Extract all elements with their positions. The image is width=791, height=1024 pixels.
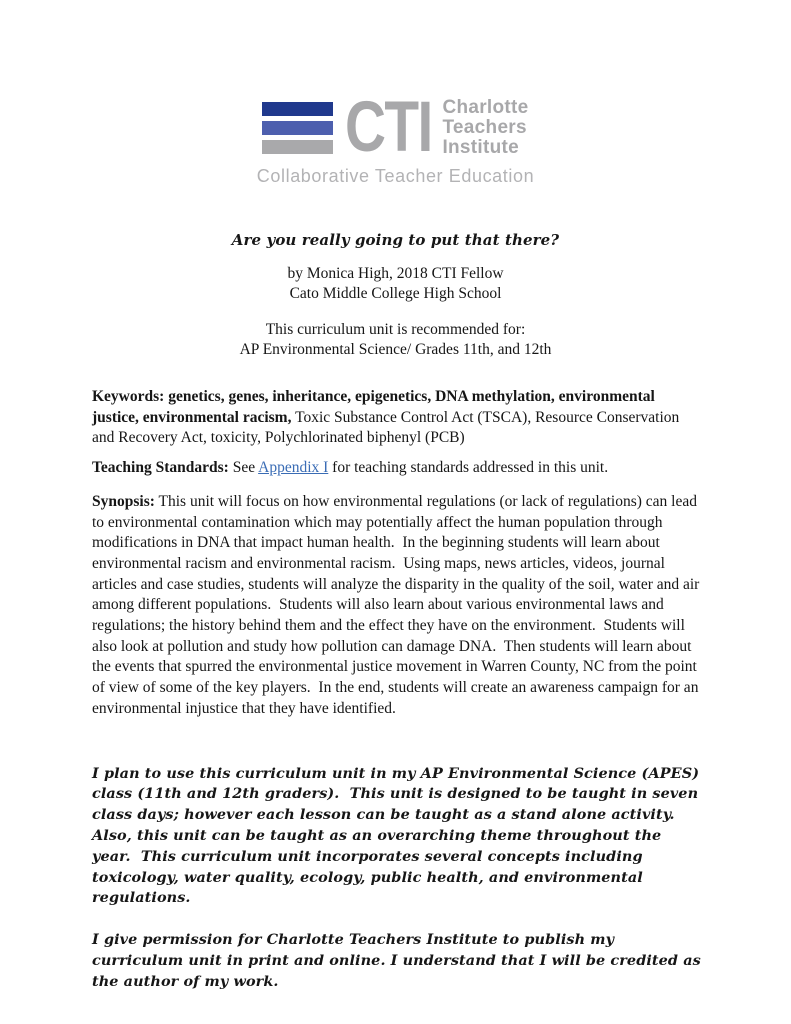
- recommended-block: [0, 320, 791, 360]
- author-byline: by Monica High, 2018 CTI Fellow: [287, 265, 504, 282]
- keywords-label: Keywords:: [92, 388, 165, 405]
- recommended-intro: This curriculum unit is recommended for:: [265, 321, 526, 338]
- byline-block: [0, 264, 791, 304]
- unit-title: Are you really going to put that there?: [231, 231, 560, 249]
- author-plan-paragraph: [92, 764, 705, 910]
- teaching-standards-text-after: for teaching standards addressed in this unit.: [332, 459, 609, 477]
- keywords-bold-terms: genetics, genes, inheritance, epigenetics, DNA methylation, environmental justice, environmental racism,: [92, 388, 659, 426]
- logo-name-line1: Charlotte: [442, 97, 529, 118]
- synopsis-text: This unit will focus on how environmental regulations (or lack of regulations) can lead to environmental contamination which may potentially affect the human population through modifications in DNA that impact human health. In the beginning students will learn about environmental racism and environmental racism. Using maps, news articles, videos, journal articles and case studies, students will analyze the disparity in the quality of the soil, water and air among different populations. Students will also learn about various environmental laws and regulations; the history behind them and the effect they have on the environment. Students will also look at pollution and study how pollution can damage DNA. Then students will learn about the events that spurred the environmental justice movement in Warren County, NC from the point of view of some of the key players. In the end, students will create an awareness campaign for an environmental injustice that they have identified.: [92, 492, 704, 717]
- logo-name-line3: Institute: [442, 137, 520, 158]
- keywords-paragraph: [92, 387, 702, 449]
- logo-institute-name: [442, 98, 528, 158]
- appendix-link[interactable]: Appendix I: [258, 459, 329, 477]
- synopsis-paragraph: [92, 492, 702, 720]
- recommended-for: AP Environmental Science/ Grades 11th, and 12th: [239, 341, 552, 358]
- logo-acronym: CTI: [345, 88, 433, 167]
- author-permission-paragraph: [92, 930, 706, 992]
- logo-bars-icon: [262, 102, 333, 154]
- logo-tagline: Collaborative Teacher Education: [256, 166, 535, 186]
- logo-bar-bottom: [262, 140, 333, 154]
- cti-logo-row: [262, 88, 529, 167]
- cti-logo: [0, 88, 791, 187]
- logo-name-line2: Teachers: [442, 117, 527, 138]
- document-body: [92, 387, 706, 993]
- keywords-regular-terms: Toxic Substance Control Act (TSCA), Resource Conservation and Recovery Act, toxicity, Polychlorinated biphenyl (PCB): [92, 408, 684, 447]
- teaching-standards-paragraph: [92, 458, 702, 479]
- teaching-standards-text-before: See: [232, 459, 256, 477]
- logo-bar-middle: [262, 121, 333, 135]
- author-permission-text: I give permission for Charlotte Teachers Institute to publish my curriculum unit in print and online. I understand that I will be credited as the author of my work.: [92, 931, 706, 990]
- synopsis-label: Synopsis:: [92, 492, 155, 510]
- school-name: Cato Middle College High School: [289, 285, 502, 302]
- author-plan-text: I plan to use this curriculum unit in my AP Environmental Science (APES) class (11th and 12th graders). This unit is designed to be taught in seven class days; however each lesson can be taught as a stand alone activity. Also, this unit can be taught as an overarching theme throughout the year. This curriculum unit incorporates several concepts including toxicology, water quality, ecology, public health, and environmental regulations.: [92, 764, 705, 907]
- logo-bar-top: [262, 102, 333, 116]
- teaching-standards-label: Teaching Standards:: [92, 459, 229, 477]
